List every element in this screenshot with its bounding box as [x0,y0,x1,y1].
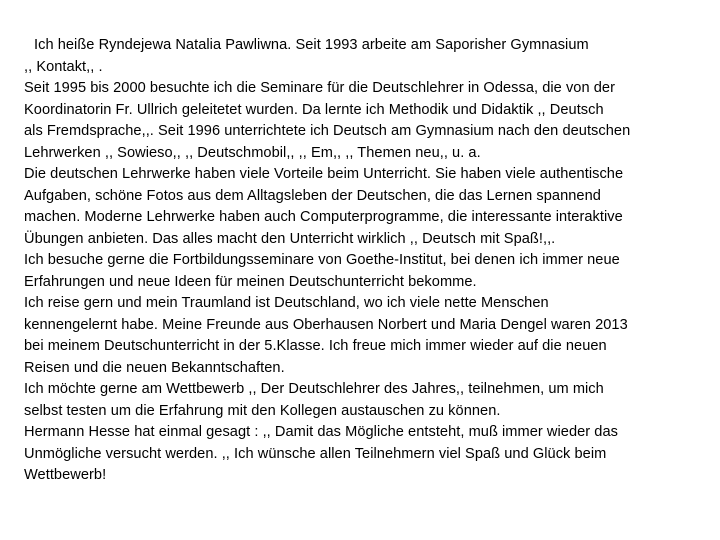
text-line-9: machen. Moderne Lehrwerke haben auch Computerprogramme, die interessante interaktive [24,209,623,225]
text-line-4: Koordinatorin Fr. Ullrich geleitetet wurden. Da lernte ich Methodik und Didaktik ,, Deutsch [24,101,604,118]
text-line-5: als Fremdsprache,,. Seit 1996 unterrichtete ich Deutsch am Gymnasium nach den deutschen [24,123,631,139]
text-line-16: Reisen und die neuen Bekanntschaften. [24,359,285,376]
document-body [24,35,714,487]
text-line-12: Erfahrungen und neue Ideen für meinen Deutschunterricht bekomme. [24,273,477,290]
text-line-10: Übungen anbieten. Das alles macht den Unterricht wirklich ,, Deutsch mit Spaß!,,. [24,230,556,247]
text-line-6: Lehrwerken ,, Sowieso,, ,, Deutschmobil,, ,, Em,, ,, Themen neu,, u. a. [24,144,481,161]
text-line-7: Die deutschen Lehrwerke haben viele Vorteile beim Unterricht. Sie haben viele authentische [24,166,624,182]
text-line-15: bei meinem Deutschunterricht in der 5.Klasse. Ich freue mich immer wieder auf die neuen [24,338,607,354]
text-line-19: Hermann Hesse hat einmal gesagt : ,, Damit das Mögliche entsteht, muß immer wieder das [24,424,618,440]
text-line-14: kennengelernt habe. Meine Freunde aus Oberhausen Norbert und Maria Dengel waren 2013 [24,316,628,333]
text-line-20: Unmögliche versucht werden. ,, Ich wünsche allen Teilnehmern viel Spaß und Glück beim [24,445,607,462]
text-line-11: Ich besuche gerne die Fortbildungsseminare von Goethe-Institut, bei denen ich immer neue [24,252,620,268]
text-line-18: selbst testen um die Erfahrung mit den Kollegen austauschen zu können. [24,402,501,419]
text-line-1: Ich heiße Ryndejewa Natalia Pawliwna. Seit 1993 arbeite am Saporisher Gymnasium [34,37,589,53]
text-line-21: Wettbewerb! [24,467,107,483]
text-line-17: Ich möchte gerne am Wettbewerb ,, Der Deutschlehrer des Jahres,, teilnehmen, um mich [24,381,604,397]
text-line-13: Ich reise gern und mein Traumland ist Deutschland, wo ich viele nette Menschen [24,295,549,311]
text-line-8: Aufgaben, schöne Fotos aus dem Alltagsleben der Deutschen, die das Lernen spannend [24,187,601,204]
text-line-2: ,, Kontakt,, . [24,58,103,75]
text-line-3: Seit 1995 bis 2000 besuchte ich die Seminare für die Deutschlehrer in Odessa, die von der [24,80,615,96]
